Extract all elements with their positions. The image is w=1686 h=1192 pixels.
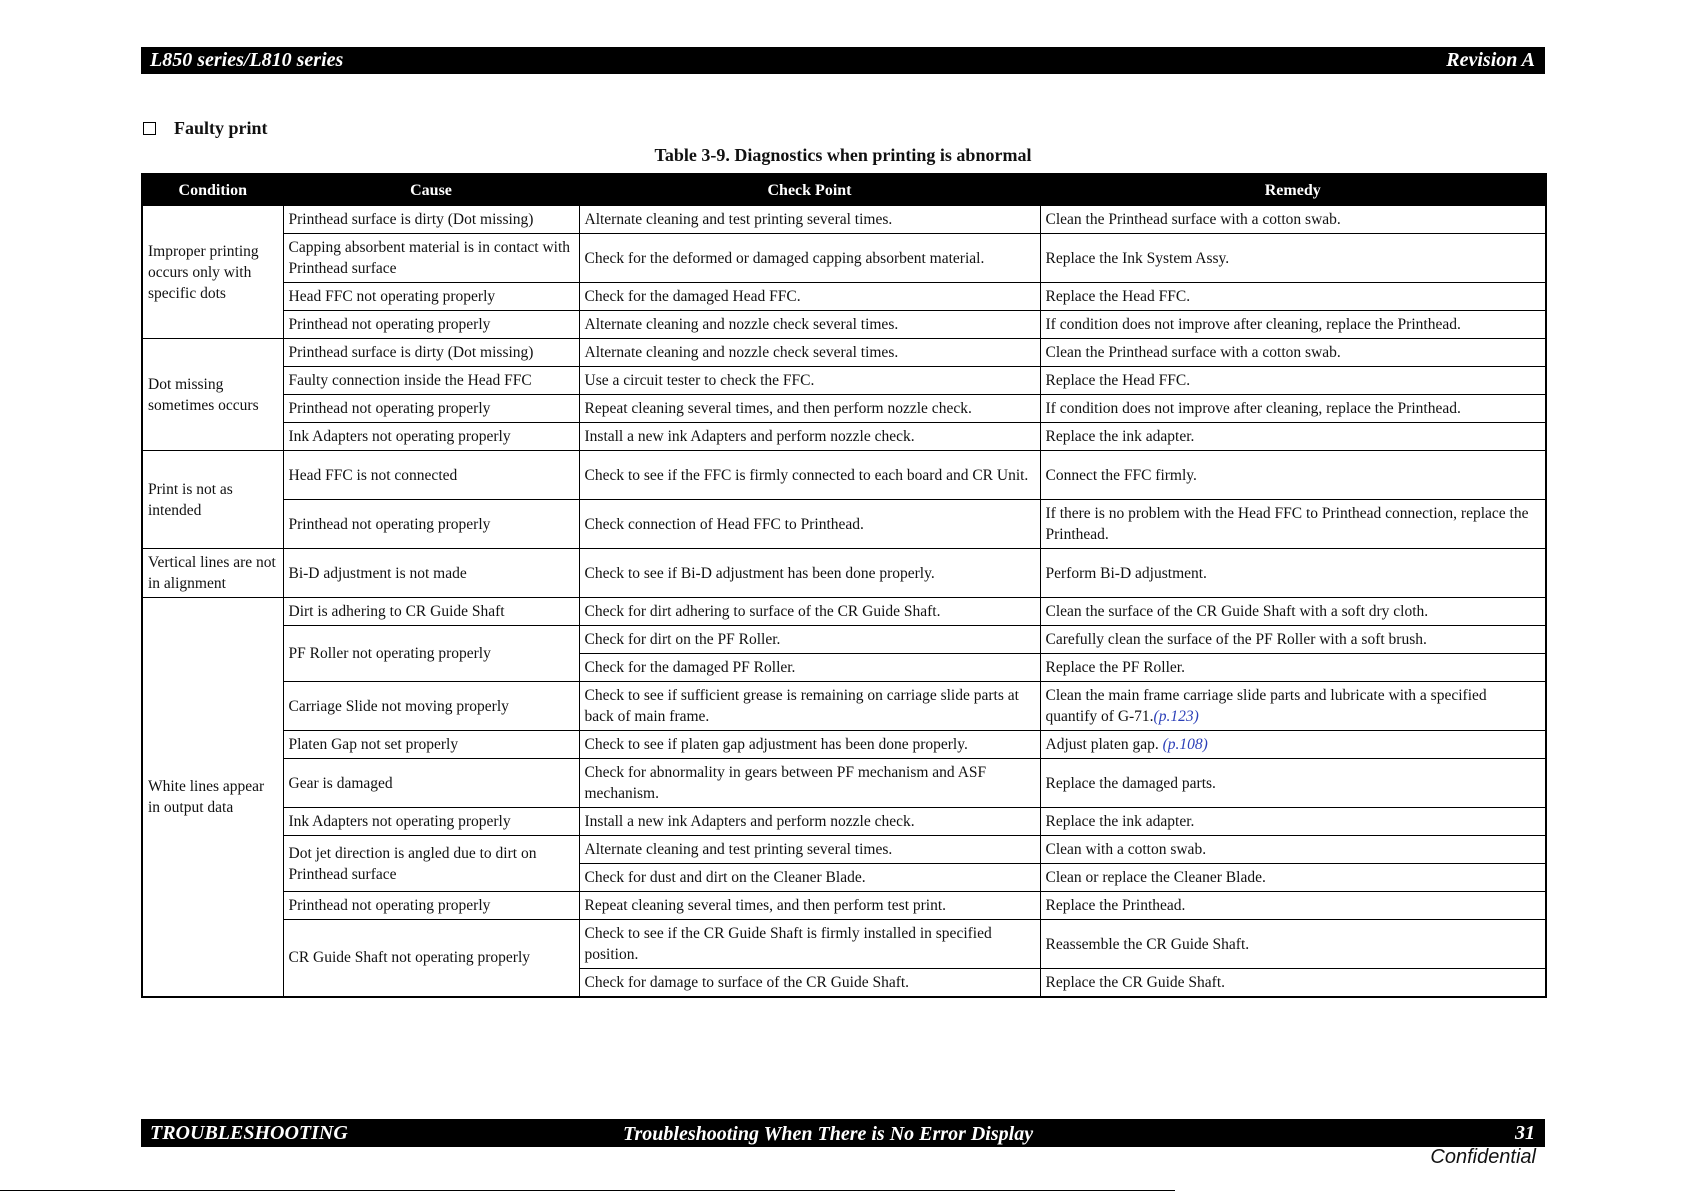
table-row (142, 682, 1546, 731)
table-row (142, 549, 1546, 598)
table-row (142, 395, 1546, 423)
section-title: Faulty print (174, 118, 268, 138)
column-header: Check Point (579, 174, 1040, 206)
remedy-cell (1040, 759, 1546, 808)
table-row (142, 234, 1546, 283)
remedy-cell (1040, 451, 1546, 500)
cause-cell: Bi-D adjustment is not made (283, 549, 579, 598)
remedy-text: Clean or replace the Cleaner Blade. (1045, 869, 1266, 886)
remedy-text: If condition does not improve after cleaning, replace the Printhead. (1045, 316, 1461, 333)
table-row (142, 339, 1546, 367)
cause-cell: Carriage Slide not moving properly (283, 682, 579, 731)
remedy-text: Clean the main frame carriage slide parts and lubricate with a specified quantify of G-71. (1045, 687, 1487, 725)
condition-cell: White lines appear in output data (142, 598, 283, 997)
cause-cell: Dot jet direction is angled due to dirt on Printhead surface (283, 836, 579, 892)
cause-cell: Printhead not operating properly (283, 892, 579, 920)
check-point-cell: Alternate cleaning and test printing several times. (579, 206, 1040, 234)
check-point-cell: Repeat cleaning several times, and then perform test print. (579, 892, 1040, 920)
page-number: 31 (1515, 1121, 1535, 1144)
check-point-cell: Check for the damaged Head FFC. (579, 283, 1040, 311)
check-point-cell: Alternate cleaning and test printing several times. (579, 836, 1040, 864)
remedy-text: Clean with a cotton swab. (1045, 841, 1207, 858)
table-row (142, 808, 1546, 836)
condition-cell: Print is not as intended (142, 451, 283, 549)
footer-chapter: TROUBLESHOOTING (150, 1121, 348, 1144)
remedy-text: Connect the FFC firmly. (1045, 466, 1197, 484)
remedy-text: Replace the Printhead. (1045, 897, 1186, 914)
table-body (142, 206, 1546, 997)
remedy-text: Replace the Head FFC. (1045, 372, 1191, 389)
column-header: Cause (283, 174, 579, 206)
header-bar (141, 47, 1545, 74)
cause-cell: Faulty connection inside the Head FFC (283, 367, 579, 395)
divider (0, 1190, 1175, 1191)
remedy-text: Clean the Printhead surface with a cotton swab. (1045, 344, 1341, 361)
header-product: L850 series/L810 series (150, 49, 344, 71)
confidential-mark: Confidential (1430, 1146, 1536, 1168)
check-point-cell: Check for dirt adhering to surface of the CR Guide Shaft. (579, 598, 1040, 626)
remedy-text: Replace the ink adapter. (1045, 428, 1195, 445)
remedy-cell (1040, 836, 1546, 864)
table-row (142, 759, 1546, 808)
remedy-cell (1040, 969, 1546, 997)
column-header: Condition (142, 174, 283, 206)
table-row (142, 451, 1546, 500)
remedy-text: Replace the CR Guide Shaft. (1045, 973, 1225, 991)
remedy-cell (1040, 920, 1546, 969)
check-point-cell: Check to see if Bi-D adjustment has been done properly. (579, 549, 1040, 598)
remedy-cell (1040, 206, 1546, 234)
table-row (142, 367, 1546, 395)
remedy-cell (1040, 339, 1546, 367)
check-point-cell: Install a new ink Adapters and perform nozzle check. (579, 808, 1040, 836)
check-point-cell: Check to see if the FFC is firmly connected to each board and CR Unit. (579, 451, 1040, 500)
cause-cell: Platen Gap not set properly (283, 731, 579, 759)
remedy-text: Reassemble the CR Guide Shaft. (1045, 935, 1250, 953)
check-point-cell: Check for the deformed or damaged capping absorbent material. (579, 234, 1040, 283)
remedy-cell (1040, 864, 1546, 892)
check-point-cell: Check for dirt on the PF Roller. (579, 626, 1040, 654)
condition-cell: Improper printing occurs only with specific dots (142, 206, 283, 339)
remedy-cell (1040, 549, 1546, 598)
remedy-cell (1040, 654, 1546, 682)
remedy-cell (1040, 892, 1546, 920)
check-point-cell: Install a new ink Adapters and perform nozzle check. (579, 423, 1040, 451)
remedy-text: Replace the Head FFC. (1045, 288, 1191, 305)
check-point-cell: Check connection of Head FFC to Printhead. (579, 500, 1040, 549)
remedy-cell (1040, 283, 1546, 311)
table-row (142, 920, 1546, 969)
remedy-cell (1040, 682, 1546, 731)
cause-cell: Printhead not operating properly (283, 395, 579, 423)
remedy-cell (1040, 311, 1546, 339)
section-heading (143, 118, 268, 139)
table-row (142, 311, 1546, 339)
header-revision: Revision A (1446, 49, 1535, 71)
remedy-text: Perform Bi-D adjustment. (1045, 564, 1207, 582)
condition-cell: Vertical lines are not in alignment (142, 549, 283, 598)
remedy-text: Replace the Ink System Assy. (1045, 249, 1230, 267)
check-point-cell: Check to see if the CR Guide Shaft is firmly installed in specified position. (579, 920, 1040, 969)
table-caption (0, 145, 1686, 166)
page-reference-link[interactable]: (p.123) (1153, 708, 1199, 725)
check-point-cell: Check for dust and dirt on the Cleaner Blade. (579, 864, 1040, 892)
column-header: Remedy (1040, 174, 1546, 206)
remedy-cell (1040, 731, 1546, 759)
cause-cell: Head FFC not operating properly (283, 283, 579, 311)
cause-cell: PF Roller not operating properly (283, 626, 579, 682)
cause-cell: Ink Adapters not operating properly (283, 808, 579, 836)
table-row (142, 423, 1546, 451)
remedy-cell (1040, 808, 1546, 836)
remedy-text: If there is no problem with the Head FFC to Printhead connection, replace the Printhead. (1045, 505, 1529, 543)
cause-cell: Ink Adapters not operating properly (283, 423, 579, 451)
cause-cell: Head FFC is not connected (283, 451, 579, 500)
remedy-text: Replace the PF Roller. (1045, 659, 1185, 676)
condition-cell: Dot missing sometimes occurs (142, 339, 283, 451)
remedy-cell (1040, 367, 1546, 395)
remedy-cell (1040, 500, 1546, 549)
check-point-cell: Check to see if sufficient grease is remaining on carriage slide parts at back of main frame. (579, 682, 1040, 731)
cause-cell: Printhead surface is dirty (Dot missing) (283, 206, 579, 234)
check-point-cell: Repeat cleaning several times, and then perform nozzle check. (579, 395, 1040, 423)
cause-cell: Gear is damaged (283, 759, 579, 808)
check-point-cell: Check for abnormality in gears between PF mechanism and ASF mechanism. (579, 759, 1040, 808)
check-point-cell: Check for damage to surface of the CR Guide Shaft. (579, 969, 1040, 997)
remedy-text: Clean the Printhead surface with a cotton swab. (1045, 211, 1341, 228)
cause-cell: Printhead not operating properly (283, 500, 579, 549)
footer-bar (141, 1119, 1545, 1147)
remedy-cell (1040, 395, 1546, 423)
table-row (142, 598, 1546, 626)
remedy-cell (1040, 423, 1546, 451)
remedy-text: If condition does not improve after cleaning, replace the Printhead. (1045, 400, 1461, 417)
cause-cell: Printhead surface is dirty (Dot missing) (283, 339, 579, 367)
remedy-cell (1040, 598, 1546, 626)
table-row (142, 500, 1546, 549)
table-row (142, 283, 1546, 311)
cause-cell: Dirt is adhering to CR Guide Shaft (283, 598, 579, 626)
page-reference-link[interactable]: (p.108) (1162, 736, 1208, 753)
check-point-cell: Alternate cleaning and nozzle check several times. (579, 339, 1040, 367)
remedy-text: Replace the ink adapter. (1045, 813, 1195, 830)
diagnostics-table (141, 173, 1547, 998)
table-row (142, 731, 1546, 759)
cause-cell: Capping absorbent material is in contact with Printhead surface (283, 234, 579, 283)
remedy-text: Replace the damaged parts. (1045, 774, 1216, 792)
remedy-cell (1040, 626, 1546, 654)
remedy-text: Clean the surface of the CR Guide Shaft with a soft dry cloth. (1045, 603, 1429, 620)
remedy-cell (1040, 234, 1546, 283)
cause-cell: CR Guide Shaft not operating properly (283, 920, 579, 997)
footer-section-title: Troubleshooting When There is No Error Display (623, 1123, 1034, 1145)
table-caption-text: Table 3-9. Diagnostics when printing is abnormal (654, 145, 1032, 165)
table-row (142, 206, 1546, 234)
check-point-cell: Use a circuit tester to check the FFC. (579, 367, 1040, 395)
table-row (142, 892, 1546, 920)
cause-cell: Printhead not operating properly (283, 311, 579, 339)
remedy-text: Adjust platen gap. (1045, 736, 1163, 753)
table-header-row (142, 174, 1546, 206)
remedy-text: Carefully clean the surface of the PF Roller with a soft brush. (1045, 631, 1427, 648)
check-point-cell: Check for the damaged PF Roller. (579, 654, 1040, 682)
check-point-cell: Check to see if platen gap adjustment has been done properly. (579, 731, 1040, 759)
checkbox-bullet-icon (143, 122, 156, 135)
check-point-cell: Alternate cleaning and nozzle check several times. (579, 311, 1040, 339)
table-row (142, 626, 1546, 654)
table-row (142, 836, 1546, 864)
